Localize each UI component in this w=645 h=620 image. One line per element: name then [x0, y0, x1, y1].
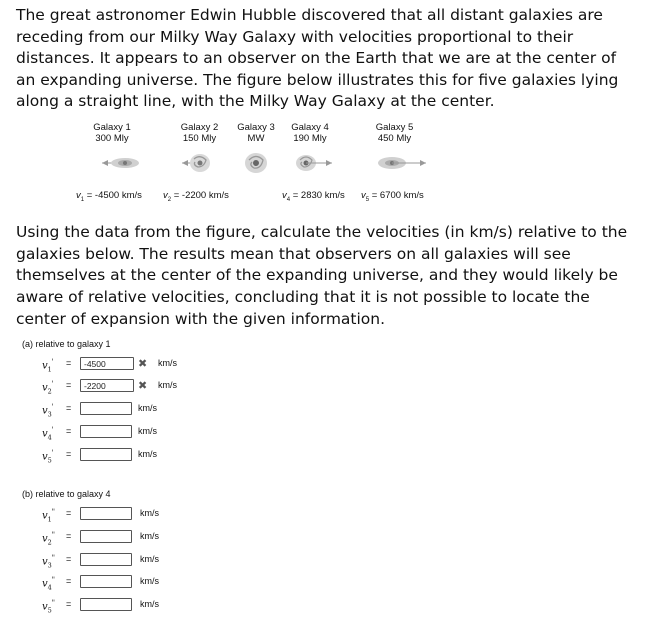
- part-a-row-1: [42, 357, 242, 373]
- unit-label: km/s: [140, 531, 159, 541]
- galaxy-2-label: [172, 122, 227, 144]
- part-a-v5-input[interactable]: [80, 448, 132, 461]
- part-b-v4-input[interactable]: [80, 575, 132, 588]
- galaxy-3-distance: MW: [247, 133, 265, 144]
- part-a-row-2: [42, 379, 242, 395]
- equals-sign: =: [66, 531, 72, 541]
- galaxy-1-name: Galaxy 1: [93, 122, 131, 133]
- equals-sign: =: [66, 576, 72, 586]
- galaxy-1-distance: 300 Mly: [95, 133, 129, 144]
- part-a-v2-input[interactable]: [80, 379, 134, 392]
- equals-sign: =: [66, 554, 72, 564]
- incorrect-icon: ✖: [138, 379, 148, 392]
- part-a-row-5: [42, 448, 242, 464]
- equals-sign: =: [66, 403, 72, 413]
- galaxy-2-distance: 150 Mly: [182, 133, 217, 144]
- incorrect-icon: ✖: [138, 357, 148, 370]
- unit-label: km/s: [140, 554, 159, 564]
- galaxy-5-name: Galaxy 5: [375, 122, 414, 133]
- part-b-row-1: [42, 507, 242, 523]
- part-b-v1-input[interactable]: [80, 507, 132, 520]
- unit-label: km/s: [138, 449, 157, 459]
- problem-intro: The great astronomer Edwin Hubble discovered that all distant galaxies are receding from our Milky Way Galaxy with velocities proportional to their distances. It appears to an observer on the Earth that we are at the center of an expanding universe. The figure below illustrates this for five galaxies lying along a straight line, with the Milky Way Galaxy at the center.: [16, 6, 619, 110]
- part-b-row-3: [42, 553, 242, 569]
- galaxy-5-image: [372, 150, 428, 176]
- galaxy-4-distance: 190 Mly: [293, 133, 327, 144]
- part-a-v1-input[interactable]: [80, 357, 134, 370]
- var-label: $v_4^"$: [42, 576, 56, 592]
- unit-label: km/s: [140, 599, 159, 609]
- var-label: $v_1^"$: [42, 508, 56, 524]
- part-a-v3-input[interactable]: [80, 402, 132, 415]
- galaxy-3-image: [240, 149, 272, 177]
- part-a-v4-input[interactable]: [80, 425, 132, 438]
- part-b-v3-input[interactable]: [80, 553, 132, 566]
- var-label: $v_1'$: [42, 358, 54, 374]
- galaxy-4-name: Galaxy 4: [291, 122, 329, 133]
- unit-label: km/s: [158, 358, 177, 368]
- unit-label: km/s: [138, 403, 157, 413]
- unit-label: km/s: [140, 508, 159, 518]
- part-a-row-3: [42, 402, 242, 418]
- galaxy-5-label: [367, 122, 422, 144]
- galaxy-4-image: [292, 149, 334, 177]
- part-b-v5-input[interactable]: [80, 598, 132, 611]
- equals-sign: =: [66, 599, 72, 609]
- velocity-5: $v_5 = 6700$ km/s: [361, 190, 424, 203]
- var-label: $v_2^"$: [42, 531, 56, 547]
- equals-sign: =: [66, 358, 72, 368]
- equals-sign: =: [66, 449, 72, 459]
- part-b-row-5: [42, 598, 242, 614]
- part-b-row-4: [42, 575, 242, 591]
- equals-sign: =: [66, 380, 72, 390]
- question-text: Using the data from the figure, calculate the velocities (in km/s) relative to the galaxies below. The results mean that observers on all galaxies will see themselves at the center of the expanding universe, and they would likely be aware of relative velocities, concluding that it is not possible to locate the center of expansion with the given information.: [16, 223, 628, 328]
- unit-label: km/s: [140, 576, 159, 586]
- var-label: $v_5^"$: [42, 599, 56, 615]
- part-a-row-4: [42, 425, 242, 441]
- galaxy-figure: [0, 118, 645, 208]
- velocity-1: $v_1 = -4500$ km/s: [76, 190, 142, 203]
- velocity-4: $v_4 = 2830$ km/s: [282, 190, 345, 203]
- galaxy-1-label: [82, 122, 142, 144]
- galaxy-2-image: [180, 149, 220, 177]
- galaxy-4-label: [285, 122, 335, 144]
- var-label: $v_3^"$: [42, 554, 56, 570]
- var-label: $v_5'$: [42, 449, 54, 465]
- part-a-label: (a) relative to galaxy 1: [22, 339, 111, 349]
- galaxy-2-name: Galaxy 2: [180, 122, 219, 133]
- equals-sign: =: [66, 426, 72, 436]
- var-label: $v_4'$: [42, 426, 54, 442]
- part-b-v2-input[interactable]: [80, 530, 132, 543]
- unit-label: km/s: [158, 380, 177, 390]
- part-b-row-2: [42, 530, 242, 546]
- velocity-2: $v_2 = -2200$ km/s: [163, 190, 229, 203]
- galaxy-3-name: Galaxy 3: [237, 122, 275, 133]
- equals-sign: =: [66, 508, 72, 518]
- unit-label: km/s: [138, 426, 157, 436]
- galaxy-3-label: [231, 122, 281, 144]
- var-label: $v_3'$: [42, 403, 54, 419]
- galaxy-1-image: [100, 150, 150, 176]
- galaxy-5-distance: 450 Mly: [377, 133, 412, 144]
- var-label: $v_2'$: [42, 380, 54, 396]
- part-b-label: (b) relative to galaxy 4: [22, 489, 111, 499]
